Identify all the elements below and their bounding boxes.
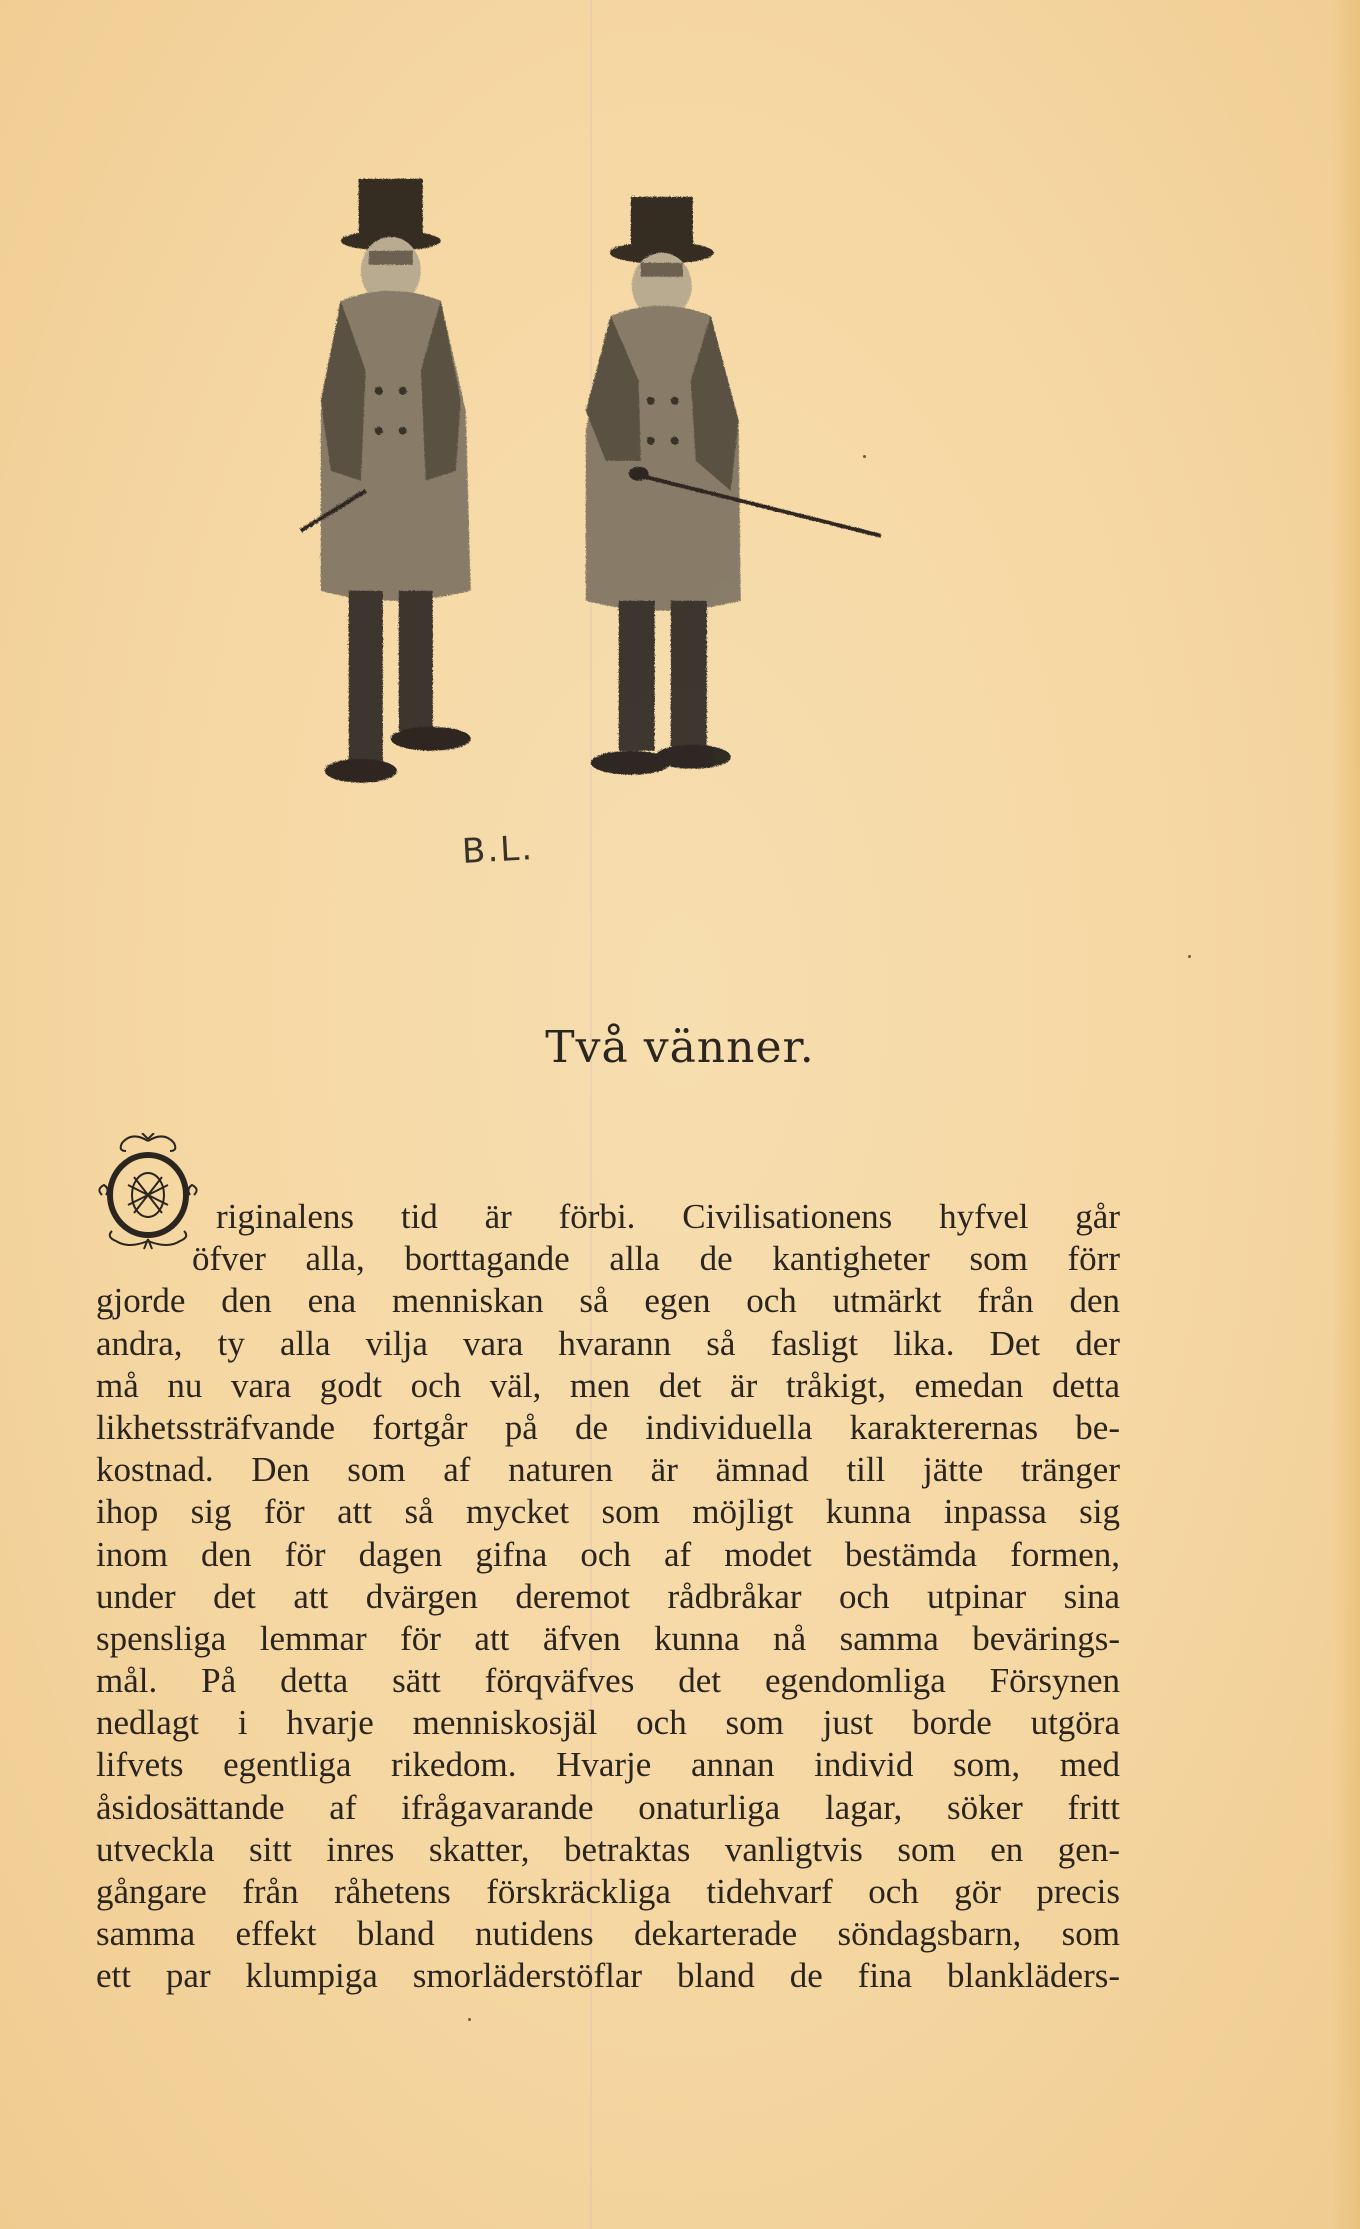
text-line: lifvets egentliga rikedom. Hvarje annan individ som, med <box>96 1745 1120 1785</box>
text-line: utveckla sitt inres skatter, betraktas vanligtvis som en gen- <box>96 1829 1120 1869</box>
text-line: gjorde den ena menniskan så egen och utmärkt från den <box>96 1281 1120 1321</box>
right-gentleman <box>585 196 880 774</box>
text-line: spensliga lemmar för att äfven kunna nå samma bevärings- <box>96 1618 1120 1658</box>
text-line: nedlagt i hvarje menniskosjäl och som just borde utgöra <box>96 1703 1120 1743</box>
text-line: mål. På detta sätt förqväfves det egendomliga Försynen <box>96 1661 1120 1701</box>
text-line: samma effekt bland nutidens dekarterade söndagsbarn, som <box>96 1914 1120 1954</box>
text-line: åsidosättande af ifrågavarande onaturliga lagar, söker fritt <box>96 1787 1120 1827</box>
page-edge <box>1332 0 1360 2229</box>
text-line: under det att dvärgen deremot rådbråkar och utpinar sina <box>96 1576 1120 1616</box>
text-line: gångare från råhetens förskräckliga tidehvarf och gör precis <box>96 1872 1120 1911</box>
text-line: likhetssträfvande fortgår på de individuella karakterernas be- <box>96 1407 1120 1447</box>
text-line: andra, ty alla vilja vara hvarann så fasligt lika. Det der <box>96 1323 1120 1363</box>
paper-speck <box>1188 955 1191 958</box>
illustration-two-gentlemen <box>290 170 950 890</box>
text-line: kostnad. Den som af naturen är ämnad till jätte tränger <box>96 1450 1120 1490</box>
two-gentlemen-drawing <box>290 170 950 890</box>
paper-speck <box>468 2018 471 2021</box>
text-line: öfver alla, borttagande alla de kantigheter som förr <box>192 1239 1120 1279</box>
text-line: ihop sig för att så mycket som möjligt kunna inpassa sig <box>96 1492 1120 1532</box>
chapter-title: Två vänner. <box>545 1022 815 1073</box>
paper-speck <box>863 455 866 458</box>
text-line: ett par klumpiga smorläderstöflar bland de fina blankläders- <box>96 1956 1120 1996</box>
text-line: må nu vara godt och väl, men det är tråkigt, emedan detta <box>96 1365 1120 1405</box>
artist-signature: B.L. <box>461 828 535 872</box>
text-line: inom den för dagen gifna och af modet bestämda formen, <box>96 1534 1120 1574</box>
body-text <box>96 1196 1120 1998</box>
text-line: riginalens tid är förbi. Civilisationens hyfvel går <box>216 1197 1120 1236</box>
left-gentleman <box>300 178 470 782</box>
